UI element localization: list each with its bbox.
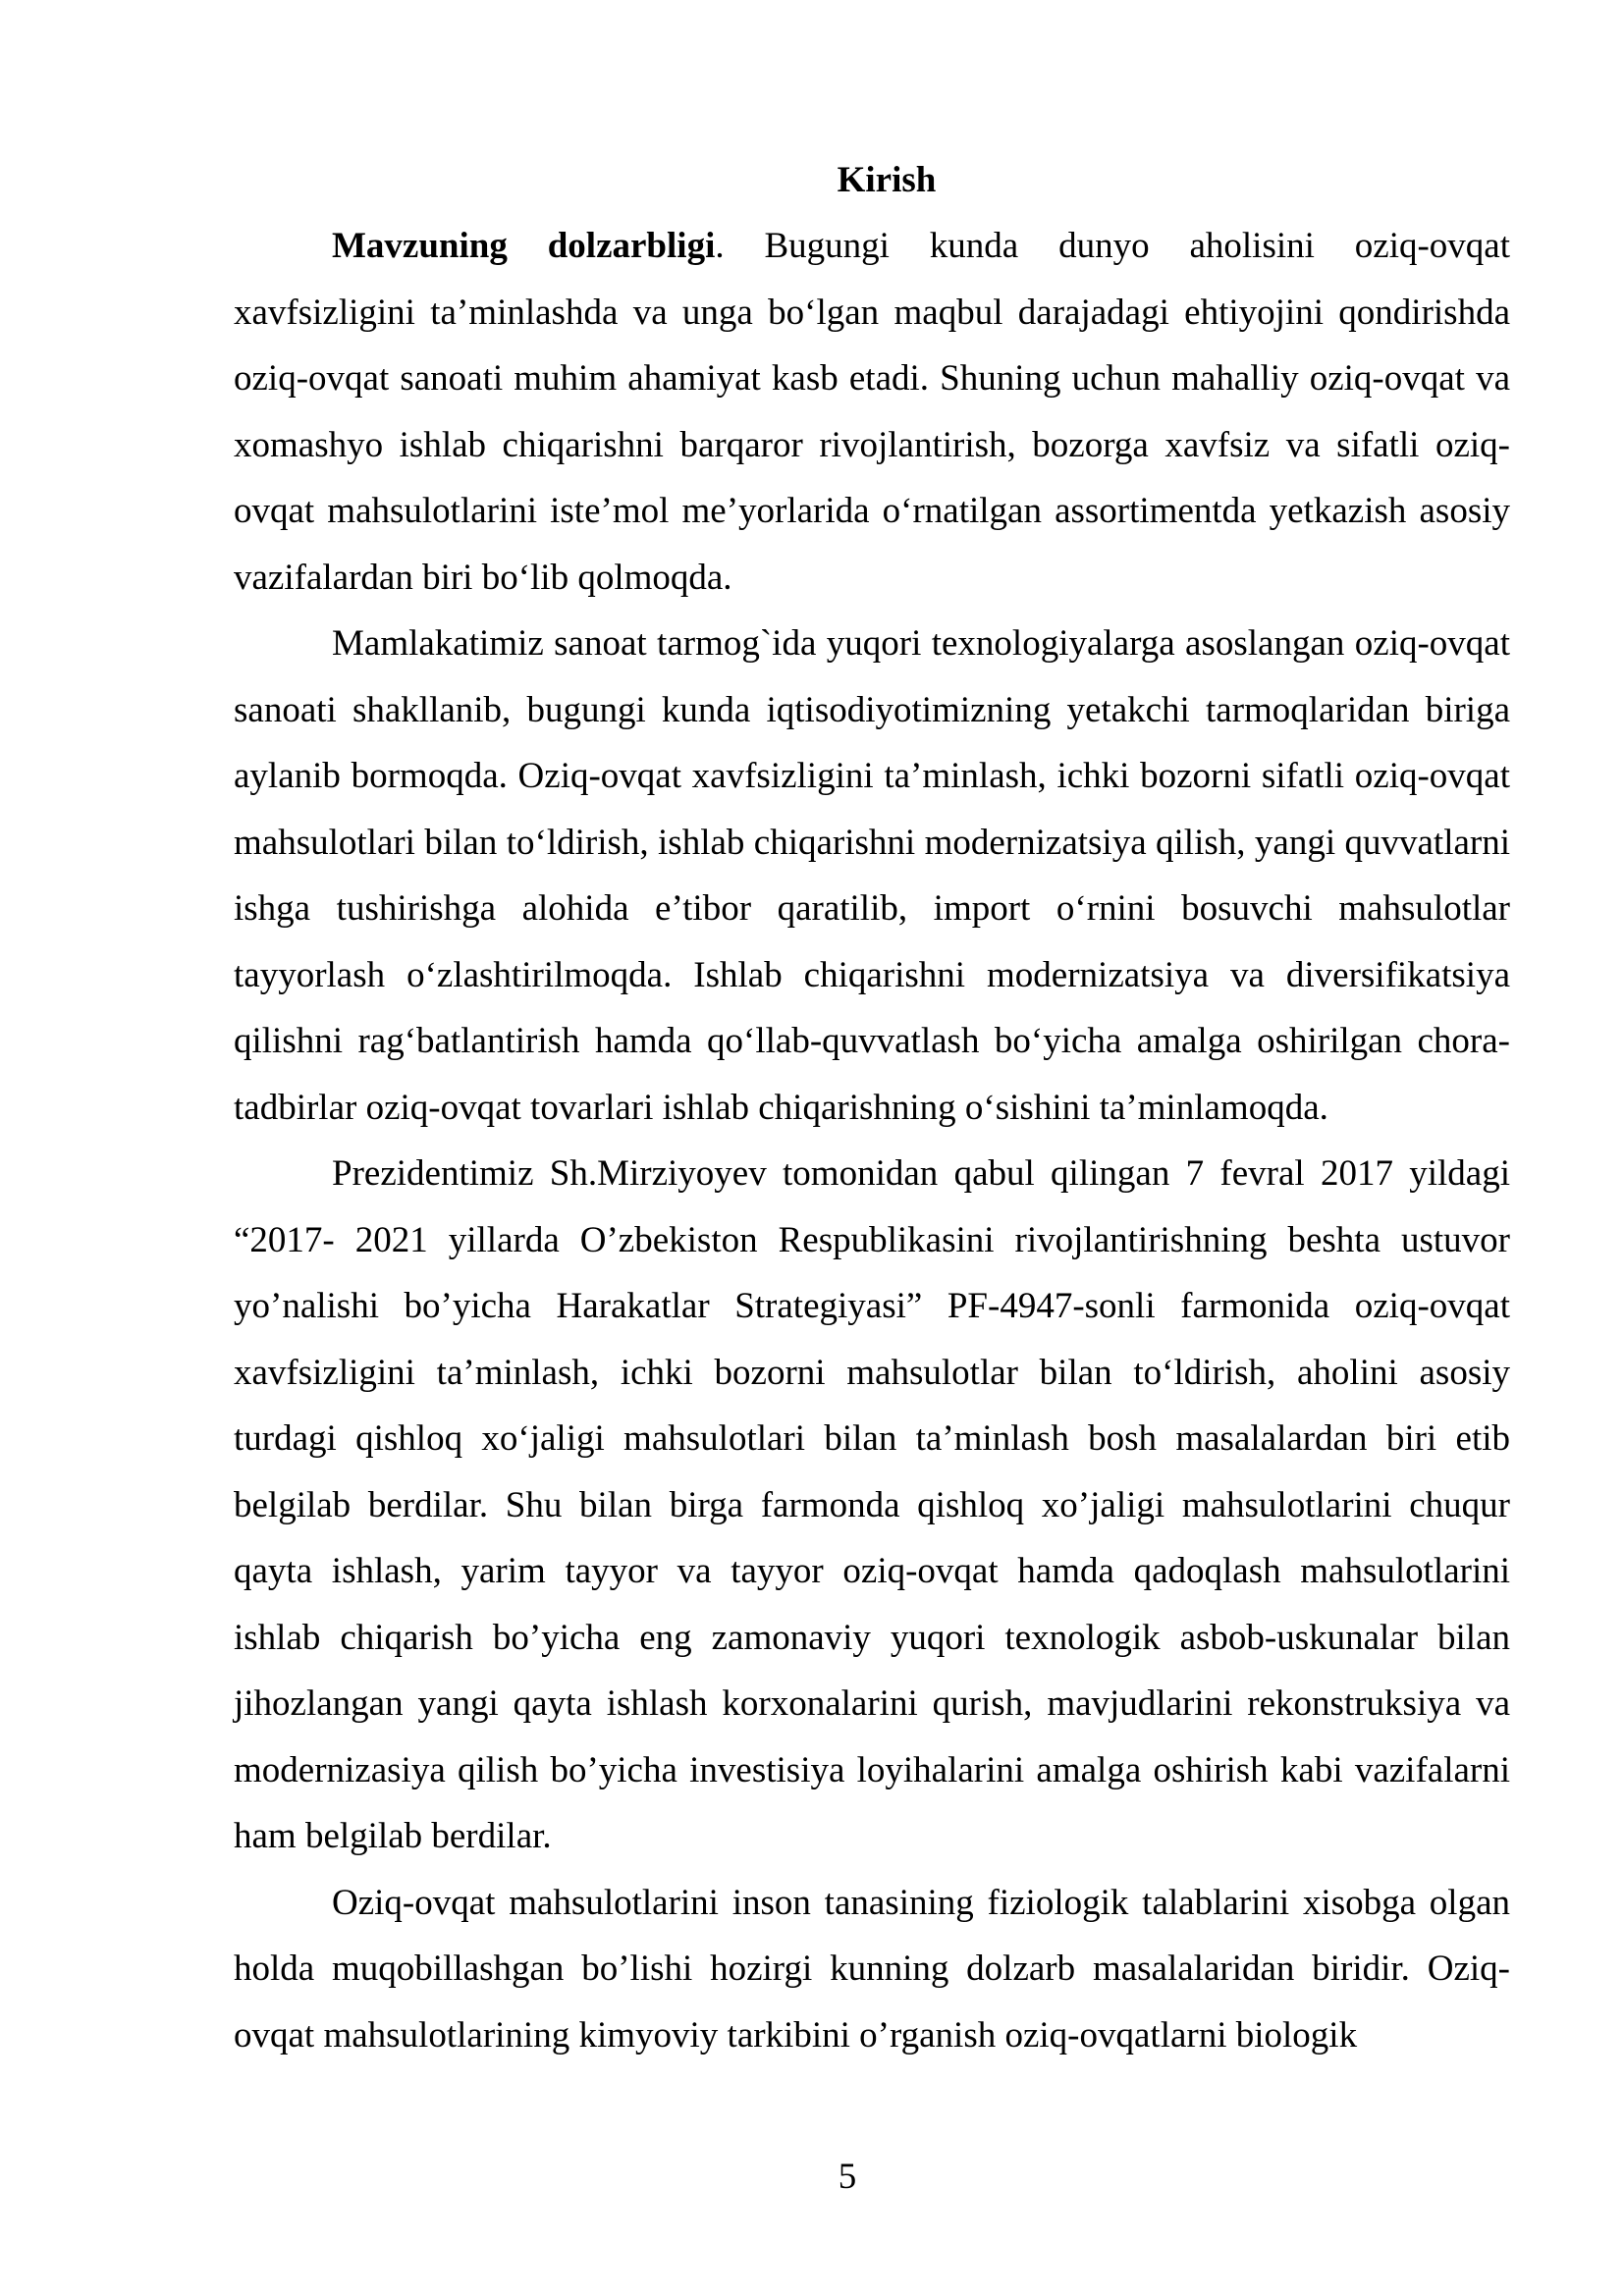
- page-number: 5: [838, 2157, 857, 2197]
- paragraph-text: . Bugungi kunda dunyo aholisini oziq-ovqat xavfsizligini ta’minlashda va unga bo‘lgan maqbul darajadagi ehtiyojini qondirishda oziq-ovqat sanoati muhim ahamiyat kasb etadi. Shuning uchun mahalliy oziq-ovqat va xomashyo ishlab chiqarishni barqaror rivojlantirish, bozorga xavfsiz va sifatli oziq-ovqat mahsulotlarini iste’mol me’yorlarida o‘rnatilgan assortimentda yetkazish asosiy vazifalardan biri bo‘lib qolmoqda.: [234, 226, 1511, 598]
- body-text: [234, 147, 1510, 2068]
- section-heading: Kirish: [837, 160, 937, 200]
- paragraph-text: Prezidentimiz Sh.Mirziyoyev tomonidan qabul qilingan 7 fevral 2017 yildagi “2017- 2021 yillarda O’zbekiston Respublikasini rivojlantirishning beshta ustuvor yo’nalishi bo’yicha Harakatlar Strategiyasi” PF-4947-sonli farmonida oziq-ovqat xavfsizligini ta’minlash, ichki bozorni mahsulotlar bilan to‘ldirish, aholini asosiy turdagi qishloq xo‘jaligi mahsulotlari bilan ta’minlash bosh masalalardan biri etib belgilab berdilar. Shu bilan birga farmonda qishloq xo’jaligi mahsulotlarini chuqur qayta ishlash, yarim tayyor va tayyor oziq-ovqat hamda qadoqlash mahsulotlarini ishlab chiqarish bo’yicha eng zamonaviy yuqori texnologik asbob-uskunalar bilan jihozlangan yangi qayta ishlash korxonalarini qurish, mavjudlarini rekonstruksiya va modernizasiya qilish bo’yicha investisiya loyihalarini amalga oshirish kabi vazifalarni ham belgilab berdilar.: [234, 1153, 1510, 1856]
- paragraph-text: Mamlakatimiz sanoat tarmog`ida yuqori texnologiyalarga asoslangan oziq-ovqat sanoati shakllanib, bugungi kunda iqtisodiyotimizning yetakchi tarmoqlaridan biriga aylanib bormoqda. Oziq-ovqat xavfsizligini ta’minlash, ichki bozorni sifatli oziq-ovqat mahsulotlari bilan to‘ldirish, ishlab chiqarishni modernizatsiya qilish, yangi quvvatlarni ishga tushirishga alohida e’tibor qaratilib, import o‘rnini bosuvchi mahsulotlar tayyorlash o‘zlashtirilmoqda. Ishlab chiqarishni modernizatsiya va diversifikatsiya qilishni rag‘batlantirish hamda qo‘llab-quvvatlash bo‘yicha amalga oshirilgan chora-tadbirlar oziq-ovqat tovarlari ishlab chiqarishning o‘sishini ta’minlamoqda.: [234, 623, 1510, 1128]
- paragraph-2: [234, 611, 1510, 1141]
- paragraph-4: [234, 1870, 1510, 2069]
- paragraph-lead: Mavzuning dolzarbligi: [332, 226, 716, 266]
- paragraph-3: [234, 1141, 1510, 1870]
- paragraph-text: Oziq-ovqat mahsulotlarini inson tanasining fiziologik talablarini xisobga olgan holda muqobillashgan bo’lishi hozirgi kunning dolzarb masalalaridan biridir. Oziq-ovqat mahsulotlarining kimyoviy tarkibini o’rganish oziq-ovqatlarni biologik: [234, 1882, 1510, 2056]
- paragraph-1: [234, 213, 1510, 611]
